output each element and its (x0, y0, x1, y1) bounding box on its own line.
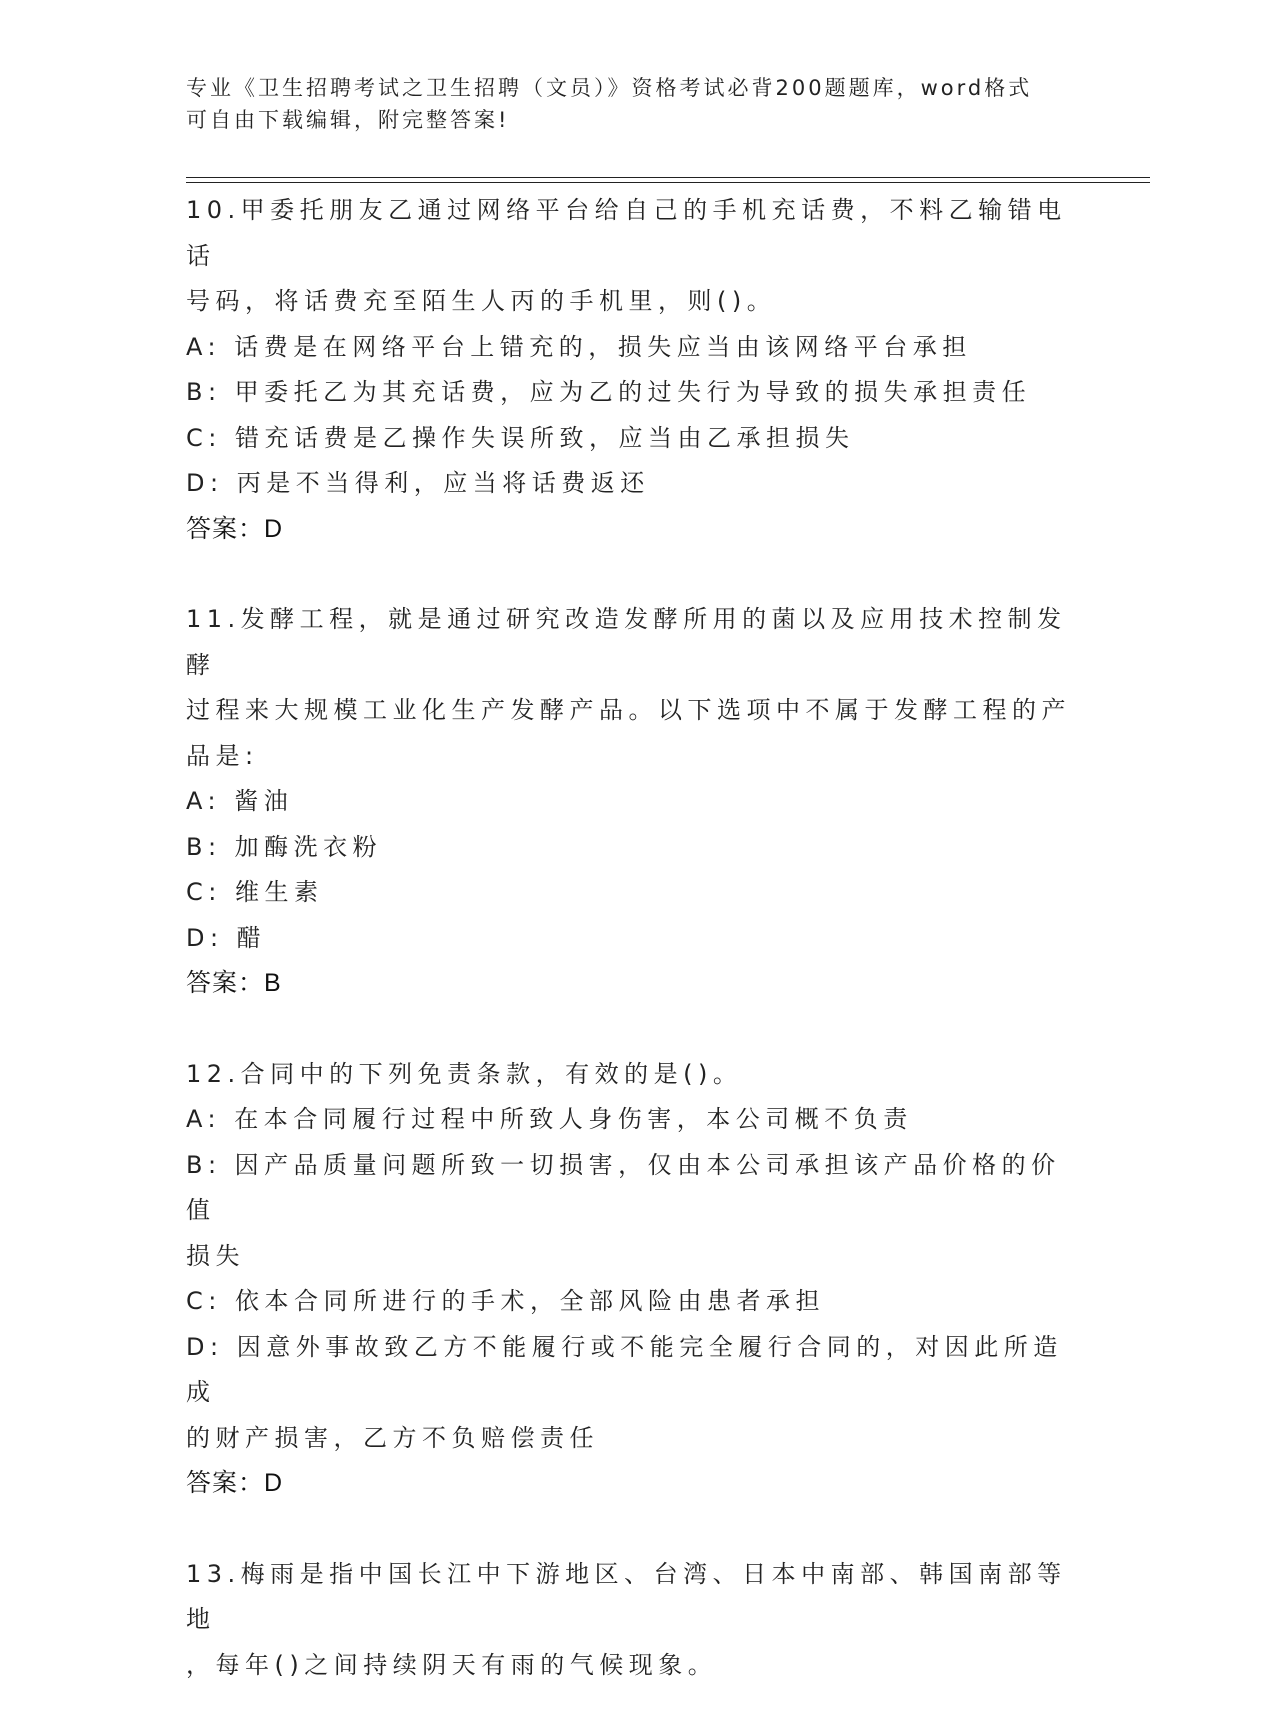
answer-option: D: 丙是不当得利，应当将话费返还 (186, 469, 650, 497)
answer-option: A: 话费是在网络平台上错充的，损失应当由该网络平台承担 (186, 332, 972, 361)
question-stem-line: 品是: (186, 741, 259, 770)
answer-option: 的财产损害，乙方不负赔偿责任 (186, 1423, 599, 1452)
answer-option: C: 维生素 (186, 878, 324, 906)
question-stem-line: 13.梅雨是指中国长江中下游地区、台湾、日本中南部、韩国南部等地 (186, 1559, 1067, 1633)
header-line-2: 可自由下载编辑，附完整答案! (186, 108, 510, 132)
header-divider-top (186, 177, 1150, 178)
answer-option: A: 酱油 (186, 787, 294, 815)
answer-option: B: 因产品质量问题所致一切损害，仅由本公司承担该产品价格的价值 (186, 1150, 1061, 1224)
question-block (186, 1052, 1086, 1507)
answer-option: 损失 (186, 1241, 245, 1270)
answer-option: A: 在本合同履行过程中所致人身伤害，本公司概不负责 (186, 1105, 913, 1133)
answer-option: D: 醋 (186, 923, 267, 952)
document-header (186, 72, 1086, 136)
answer-option: C: 依本合同所进行的手术，全部风险由患者承担 (186, 1287, 825, 1315)
question-list (186, 188, 1086, 1733)
answer-option: D: 因意外事故致乙方不能履行或不能完全履行合同的，对因此所造成 (186, 1332, 1063, 1406)
header-line-1: 专业《卫生招聘考试之卫生招聘（文员）》资格考试必背200题题库，word格式 (186, 76, 1033, 100)
answer-option: B: 加酶洗衣粉 (186, 832, 383, 861)
question-stem-line: 过程来大规模工业化生产发酵产品。以下选项中不属于发酵工程的产 (186, 696, 1071, 724)
question-stem-line: 12.合同中的下列免责条款，有效的是()。 (186, 1059, 743, 1088)
answer-option: B: 甲委托乙为其充话费，应为乙的过失行为导致的损失承担责任 (186, 378, 1032, 406)
question-block (186, 1552, 1086, 1689)
answer-key: 答案：D (186, 1469, 284, 1497)
answer-key: 答案：B (186, 969, 282, 997)
question-stem-line: 11.发酵工程，就是通过研究改造发酵所用的菌以及应用技术控制发酵 (186, 605, 1067, 679)
question-stem-line: 号码，将话费充至陌生人丙的手机里，则()。 (186, 287, 777, 315)
question-block (186, 188, 1086, 552)
answer-option: C: 错充话费是乙操作失误所致，应当由乙承担损失 (186, 423, 855, 452)
answer-key: 答案：D (186, 514, 284, 543)
question-stem-line: 10.甲委托朋友乙通过网络平台给自己的手机充话费，不料乙输错电话 (186, 196, 1067, 270)
question-block (186, 597, 1086, 1007)
header-divider-bottom (186, 182, 1150, 183)
question-stem-line: ，每年()之间持续阴天有雨的气候现象。 (186, 1650, 718, 1679)
